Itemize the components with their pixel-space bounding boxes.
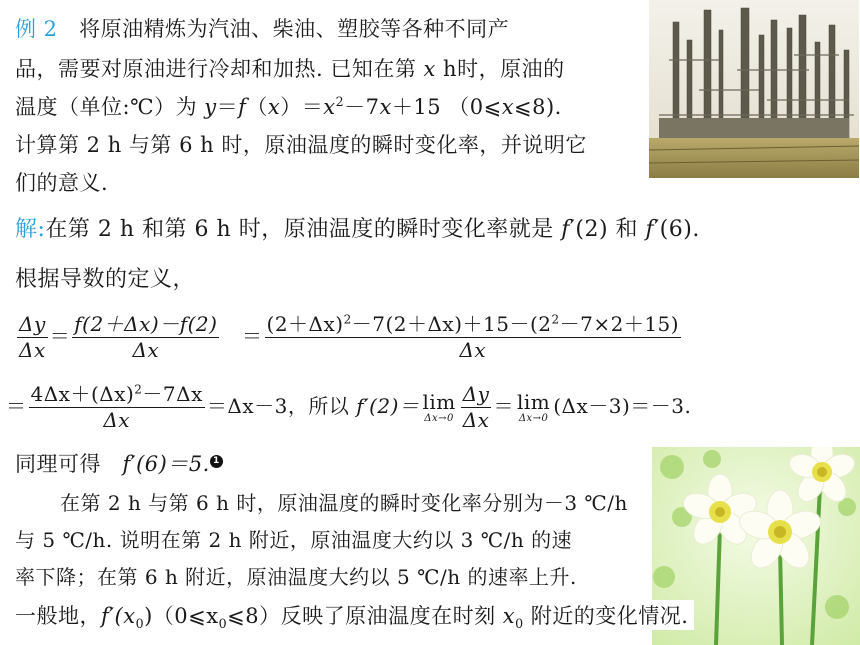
- fraction-numerator: f(2＋Δx)－f(2): [74, 312, 218, 336]
- paragraph-line-3: [15, 561, 577, 590]
- paragraph-text-3: 率下降；在第 6 h 附近，原油温度大约以 5 ℃/h 的速率上升.: [15, 565, 577, 589]
- math-exponent: 2: [335, 94, 345, 109]
- formula-row-2: [6, 382, 691, 433]
- math-var-x: x: [501, 95, 515, 119]
- limit-expression: (Δx－3)＝－3.: [553, 394, 692, 418]
- lim-word: lim: [516, 390, 551, 414]
- math-var-x: x: [379, 95, 392, 119]
- fraction-numerator: Δy: [462, 382, 490, 406]
- paragraph-line-1: [60, 487, 628, 516]
- solution-text-1c: ′(6).: [654, 217, 700, 242]
- solution-label: 解:: [15, 217, 46, 242]
- fraction-denominator: Δx: [19, 338, 46, 362]
- fraction-difference-quotient: [72, 312, 219, 363]
- paragraph-line-2: [15, 524, 572, 553]
- math-symbol: ⩽8).: [514, 95, 562, 119]
- fraction-dy-dx: [461, 382, 492, 433]
- solution-text-1a: 在第 2 h 和第 6 h 时，原油温度的瞬时变化率就是: [45, 217, 562, 242]
- fraction-numerator: [29, 382, 205, 408]
- math-var-f: f: [238, 95, 247, 119]
- math-var-f: f: [561, 217, 570, 242]
- math-var-x: x: [502, 604, 516, 628]
- numerator-part: 4Δx＋(Δx): [30, 382, 135, 406]
- solution-line-1: [15, 212, 700, 243]
- math-expression: )（0⩽x: [144, 604, 219, 628]
- example-text-3a: 温度（单位:℃）为: [15, 95, 205, 119]
- solution-line-2: [15, 262, 195, 293]
- numerator-part: －7Δx: [142, 382, 203, 406]
- example-line-5: [15, 167, 108, 197]
- lim-subscript: Δx→0: [518, 413, 549, 424]
- refinery-image: [649, 0, 859, 178]
- math-subscript: 0: [515, 616, 524, 632]
- fraction-numerator: [265, 312, 682, 338]
- footnote-marker-icon: 1: [210, 455, 223, 468]
- fraction-denominator: Δx: [132, 338, 160, 362]
- paragraph-text-4a: 一般地，: [15, 604, 101, 628]
- math-expression: f′(x: [101, 604, 136, 628]
- math-exponent: 2: [134, 382, 143, 397]
- paragraph-text-4c: ⩽8）反映了原油温度在时刻: [227, 604, 503, 628]
- lim-subscript: Δx→0: [424, 413, 454, 424]
- fraction-numerator: Δy: [19, 312, 46, 336]
- math-var-x: x: [267, 95, 281, 119]
- math-symbol: （: [246, 95, 268, 119]
- result-expression: ＝Δx－3，: [206, 394, 309, 418]
- fraction-expanded: [265, 312, 682, 363]
- fraction-denominator: Δx: [459, 338, 487, 362]
- example-line-2: [15, 53, 565, 83]
- example-label: 例 2: [15, 17, 58, 41]
- fraction-denominator: Δx: [103, 408, 131, 432]
- paragraph-text-4d: 附近的变化情况.: [523, 604, 689, 628]
- example-text-1: 将原油精炼为汽油、柴油、塑胶等各种不同产: [79, 17, 510, 41]
- math-symbol: －7: [344, 95, 380, 119]
- solution-text-1b: ′(2) 和: [569, 217, 646, 242]
- math-symbol: ＋15 （0⩽: [391, 95, 502, 119]
- equals-sign: ＝: [242, 324, 263, 348]
- similar-text: 同理可得: [15, 452, 101, 476]
- solution-text-2: 根据导数的定义，: [15, 267, 196, 292]
- example-line-4: [15, 129, 587, 159]
- numerator-part: (2＋Δx): [266, 312, 344, 336]
- example-line-3: [15, 91, 562, 121]
- math-symbol: ＝: [216, 95, 239, 119]
- numerator-part: －7(2＋Δx)＋15－(2: [351, 312, 552, 336]
- example-text-4: 计算第 2 h 与第 6 h 时，原油温度的瞬时变化率，并说明它: [15, 133, 587, 157]
- math-exponent: 2: [343, 312, 352, 327]
- paragraph-text-1: 在第 2 h 与第 6 h 时，原油温度的瞬时变化率分别为－3 ℃/h: [60, 491, 628, 515]
- math-exponent: 2: [551, 312, 560, 327]
- fraction-dy-dx: [17, 312, 48, 363]
- example-text-5: 们的意义.: [15, 171, 109, 195]
- math-symbol: ）＝: [280, 95, 324, 119]
- lim-word: lim: [422, 390, 456, 414]
- paragraph-text-2: 与 5 ℃/h. 说明在第 2 h 附近，原油温度大约以 3 ℃/h 的速: [15, 528, 573, 552]
- numerator-part: －7×2＋15): [559, 312, 680, 336]
- fraction-denominator: Δx: [462, 408, 490, 432]
- derivative-at-6: f′(6)＝5.: [122, 452, 210, 476]
- example-text-2a: 品，需要对原油进行冷却和加热. 已知在第: [15, 57, 424, 81]
- paragraph-line-4: [15, 600, 694, 630]
- derivative-at-2: f′(2)＝: [356, 394, 420, 418]
- equals-sign: ＝: [493, 394, 514, 418]
- math-var-f: f: [645, 217, 655, 242]
- limit-operator: [517, 391, 550, 424]
- similar-line: [15, 448, 223, 478]
- example-text-2b: h时，原油的: [435, 57, 565, 81]
- so-text: 所以: [308, 394, 357, 418]
- limit-operator: [422, 391, 455, 424]
- formula-row-1: [15, 312, 683, 363]
- math-subscript: 0: [218, 616, 228, 632]
- equals-sign: ＝: [6, 394, 27, 418]
- math-subscript: 0: [135, 616, 145, 632]
- example-line-1: [15, 13, 509, 43]
- math-var-x: x: [423, 57, 436, 81]
- equals-sign: ＝: [49, 324, 71, 348]
- math-var-y: y: [204, 95, 217, 119]
- math-var-x: x: [323, 95, 336, 119]
- fraction-simplified: [29, 382, 205, 433]
